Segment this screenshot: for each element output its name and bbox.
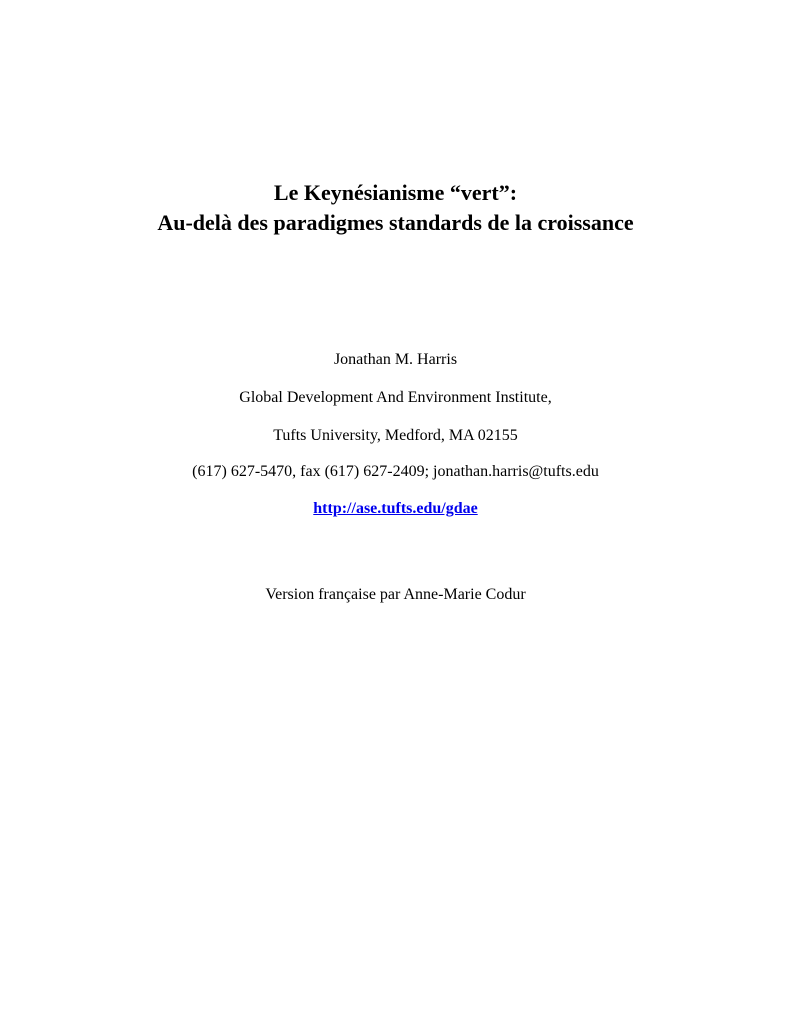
title-line-1: Le Keynésianisme “vert”: bbox=[273, 180, 518, 205]
document-title bbox=[0, 178, 791, 238]
contact-info: (617) 627-5470, fax (617) 627-2409; jonathan.harris@tufts.edu bbox=[192, 463, 599, 480]
translation-credit: Version française par Anne-Marie Codur bbox=[265, 586, 526, 603]
university-address: Tufts University, Medford, MA 02155 bbox=[273, 427, 518, 444]
website-line bbox=[0, 499, 791, 519]
title-line-2: Au-delà des paradigmes standards de la croissance bbox=[157, 210, 634, 235]
author-name: Jonathan M. Harris bbox=[333, 351, 458, 368]
website-link[interactable]: http://ase.tufts.edu/gdae bbox=[313, 500, 478, 517]
institute-name: Global Development And Environment Institute, bbox=[239, 389, 552, 406]
